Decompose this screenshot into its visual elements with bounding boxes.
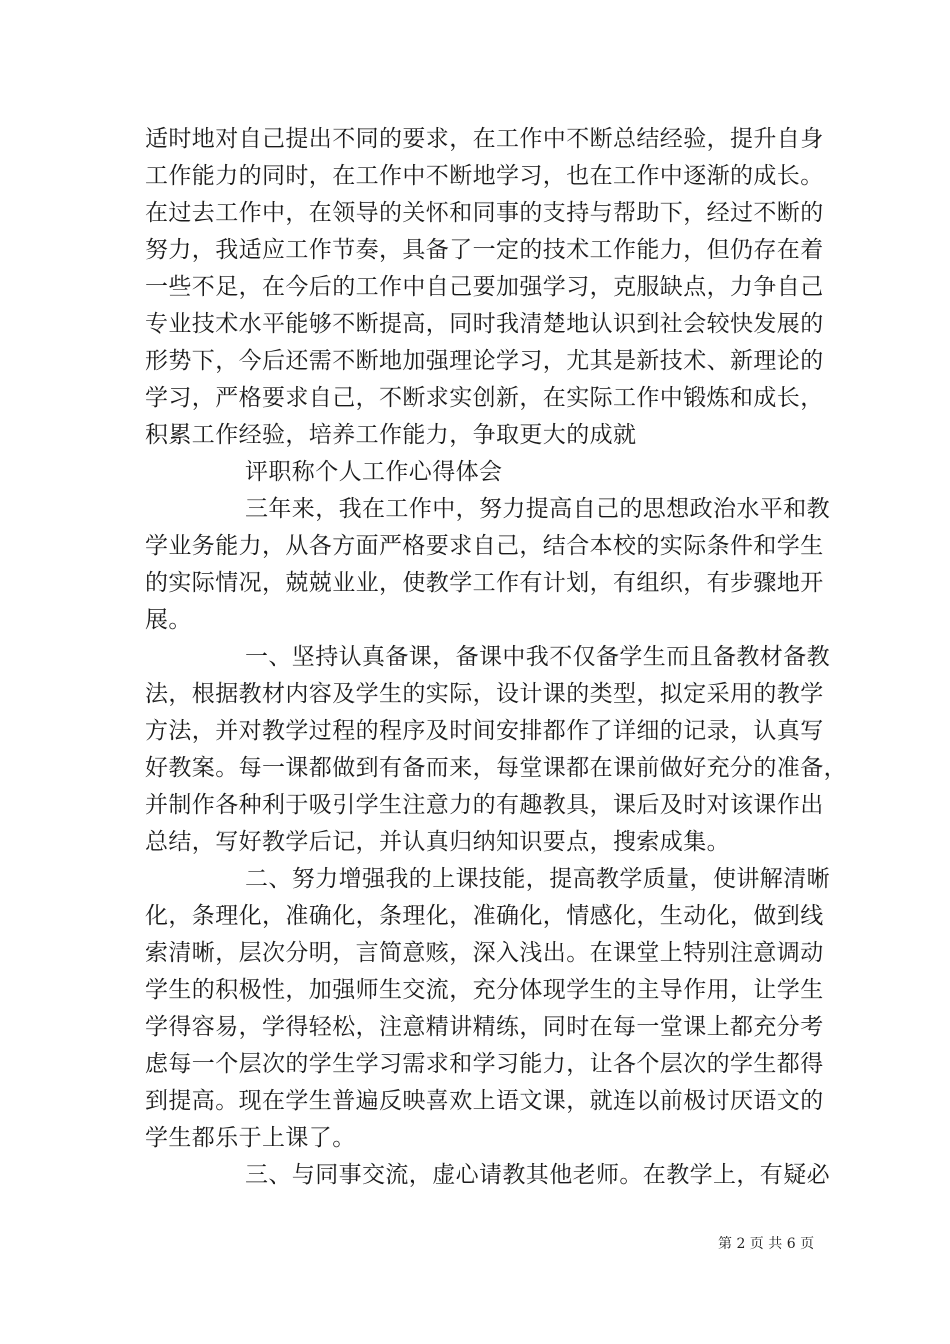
text-line: 展。 <box>145 607 192 633</box>
text-line: 二、努力增强我的上课技能，提高教学质量，使讲解清晰 <box>245 866 830 892</box>
text-line: 在过去工作中，在领导的关怀和同事的支持与帮助下，经过不断的 <box>145 200 824 226</box>
text-line: 索清晰，层次分明，言简意赅，深入浅出。在课堂上特别注意调动 <box>145 940 824 966</box>
text-line: 努力，我适应工作节奏，具备了一定的技术工作能力，但仍存在着 <box>145 237 824 263</box>
text-line: 到提高。现在学生普遍反映喜欢上语文课，就连以前极讨厌语文的 <box>145 1088 824 1114</box>
text-line: 学生的积极性，加强师生交流，充分体现学生的主导作用，让学生 <box>145 977 824 1003</box>
text-line: 适时地对自己提出不同的要求，在工作中不断总结经验，提升自身 <box>145 126 824 152</box>
text-line: 学习，严格要求自己，不断求实创新，在实际工作中锻炼和成长， <box>145 385 824 411</box>
text-line: 工作能力的同时，在工作中不断地学习，也在工作中逐渐的成长。 <box>145 163 824 189</box>
text-line: 专业技术水平能够不断提高，同时我清楚地认识到社会较快发展的 <box>145 311 824 337</box>
text-line: 学得容易，学得轻松，注意精讲精练，同时在每一堂课上都充分考 <box>145 1014 824 1040</box>
text-line: 方法，并对教学过程的程序及时间安排都作了详细的记录，认真写 <box>145 718 824 744</box>
text-line: 形势下，今后还需不断地加强理论学习，尤其是新技术、新理论的 <box>145 348 824 374</box>
text-line: 并制作各种利于吸引学生注意力的有趣教具，课后及时对该课作出 <box>145 792 824 818</box>
text-line: 虑每一个层次的学生学习需求和学习能力，让各个层次的学生都得 <box>145 1051 824 1077</box>
text-line: 化，条理化，准确化，条理化，准确化，情感化，生动化，做到线 <box>145 903 824 929</box>
text-line: 好教案。每一课都做到有备而来，每堂课都在课前做好充分的准备， <box>145 755 847 781</box>
text-line: 积累工作经验，培养工作能力，争取更大的成就 <box>145 422 637 448</box>
text-line: 一些不足，在今后的工作中自己要加强学习，克服缺点，力争自己 <box>145 274 824 300</box>
page-number-footer: 第 2 页 共 6 页 <box>718 1236 815 1252</box>
text-line: 总结，写好教学后记，并认真归纳知识要点，搜索成集。 <box>145 829 730 855</box>
text-line: 的实际情况，兢兢业业，使教学工作有计划，有组织，有步骤地开 <box>145 570 824 596</box>
text-line: 学生都乐于上课了。 <box>145 1125 356 1151</box>
text-line: 一、坚持认真备课，备课中我不仅备学生而且备教材备教 <box>245 644 830 670</box>
section-heading: 评职称个人工作心得体会 <box>245 459 503 485</box>
text-line: 法，根据教材内容及学生的实际，设计课的类型，拟定采用的教学 <box>145 681 824 707</box>
text-line: 三、与同事交流，虚心请教其他老师。在教学上，有疑必 <box>245 1162 830 1188</box>
text-line: 三年来，我在工作中，努力提高自己的思想政治水平和教 <box>245 496 830 522</box>
text-line: 学业务能力，从各方面严格要求自己，结合本校的实际条件和学生 <box>145 533 824 559</box>
